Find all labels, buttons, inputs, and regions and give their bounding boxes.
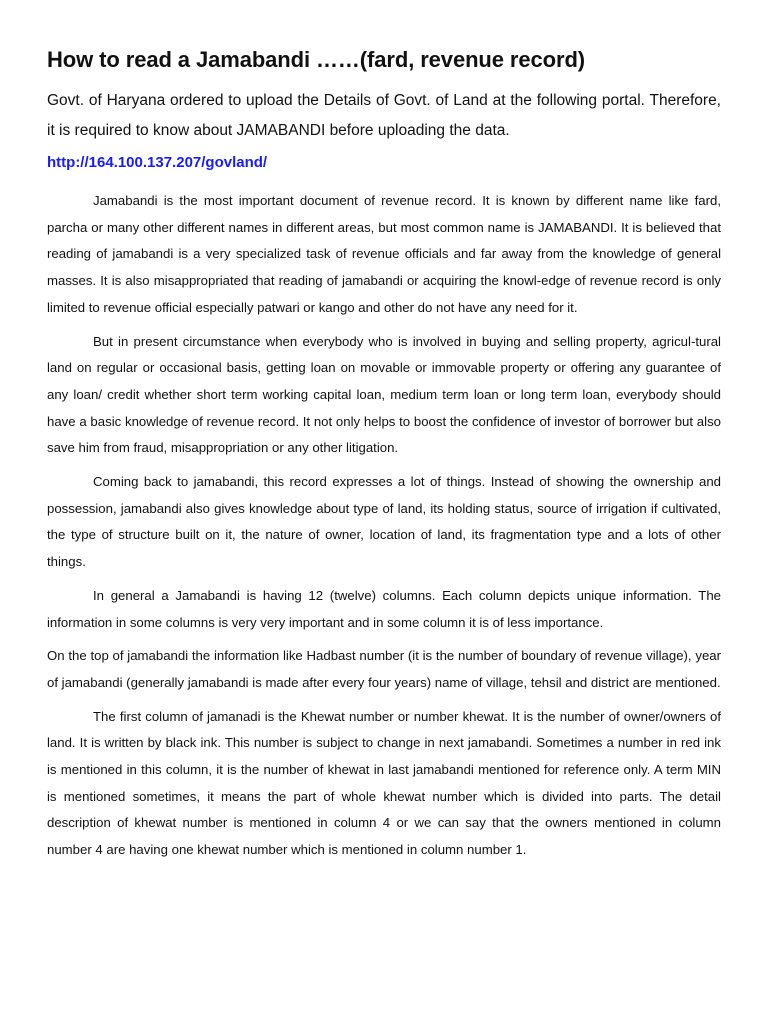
body-paragraph-2: But in present circumstance when everybody who is involved in buying and selling property, agricul-tural land on regular or occasional basis, getting loan on movable or immovable property or offering any guarantee of any loan/ credit whether short term working capital loan, medium term loan or long term loan, everybody should have a basic knowledge of revenue record. It not only helps to boost the confidence of investor of borrower but also save him from fraud, misappropriation or any other litigation. [47, 333, 721, 456]
body-paragraph-6: The first column of jamanadi is the Khewat number or number khewat. It is the number of owner/owners of land. It is written by black ink. This number is subject to change in next jamabandi. Sometimes a number in red ink is mentioned in this column, it is the number of khewat in last jamabandi mentioned for reference only. A term MIN is mentioned sometimes, it means the part of whole khewat number which is divided into parts. The detail description of khewat number is mentioned in column 4 or we can say that the owners mentioned in column number 4 are having one khewat number which is mentioned in column number 1. [47, 708, 721, 858]
body-paragraph-5: On the top of jamabandi the information like Hadbast number (it is the number of boundary of revenue village), year of jamabandi (generally jamabandi is made after every four years) name of village, tehsil and district are mentioned. [47, 648, 721, 690]
body-paragraph-4: In general a Jamabandi is having 12 (twelve) columns. Each column depicts unique information. The information in some columns is very very important and in some column it is of less importance. [47, 587, 721, 630]
body-paragraph-1: Jamabandi is the most important document of revenue record. It is known by different name like fard, parcha or many other different names in different areas, but most common name is JAMABANDI. It is believed that reading of jamabandi is a very specialized task of revenue officials and far away from the knowledge of general masses. It is also misappropriated that reading of jamabandi or acquiring the knowl-edge of revenue record is only limited to revenue official especially patwari or kango and other do not have any need for it. [47, 193, 721, 315]
body-paragraph-3: Coming back to jamabandi, this record expresses a lot of things. Instead of showing the ownership and possession, jamabandi also gives knowledge about type of land, its holding status, source of irrigation if cultivated, the type of structure built on it, the nature of owner, location of land, its fragmentation type and a lots of other things. [47, 474, 721, 570]
intro-paragraph: Govt. of Haryana ordered to upload the Details of Govt. of Land at the following portal. Therefore, it is required to know about JAMABANDI before uploading the data. [47, 92, 721, 139]
govland-portal-link[interactable]: http://164.100.137.207/govland/ [47, 154, 268, 171]
document-title: How to read a Jamabandi ……(fard, revenue record) [47, 47, 586, 72]
